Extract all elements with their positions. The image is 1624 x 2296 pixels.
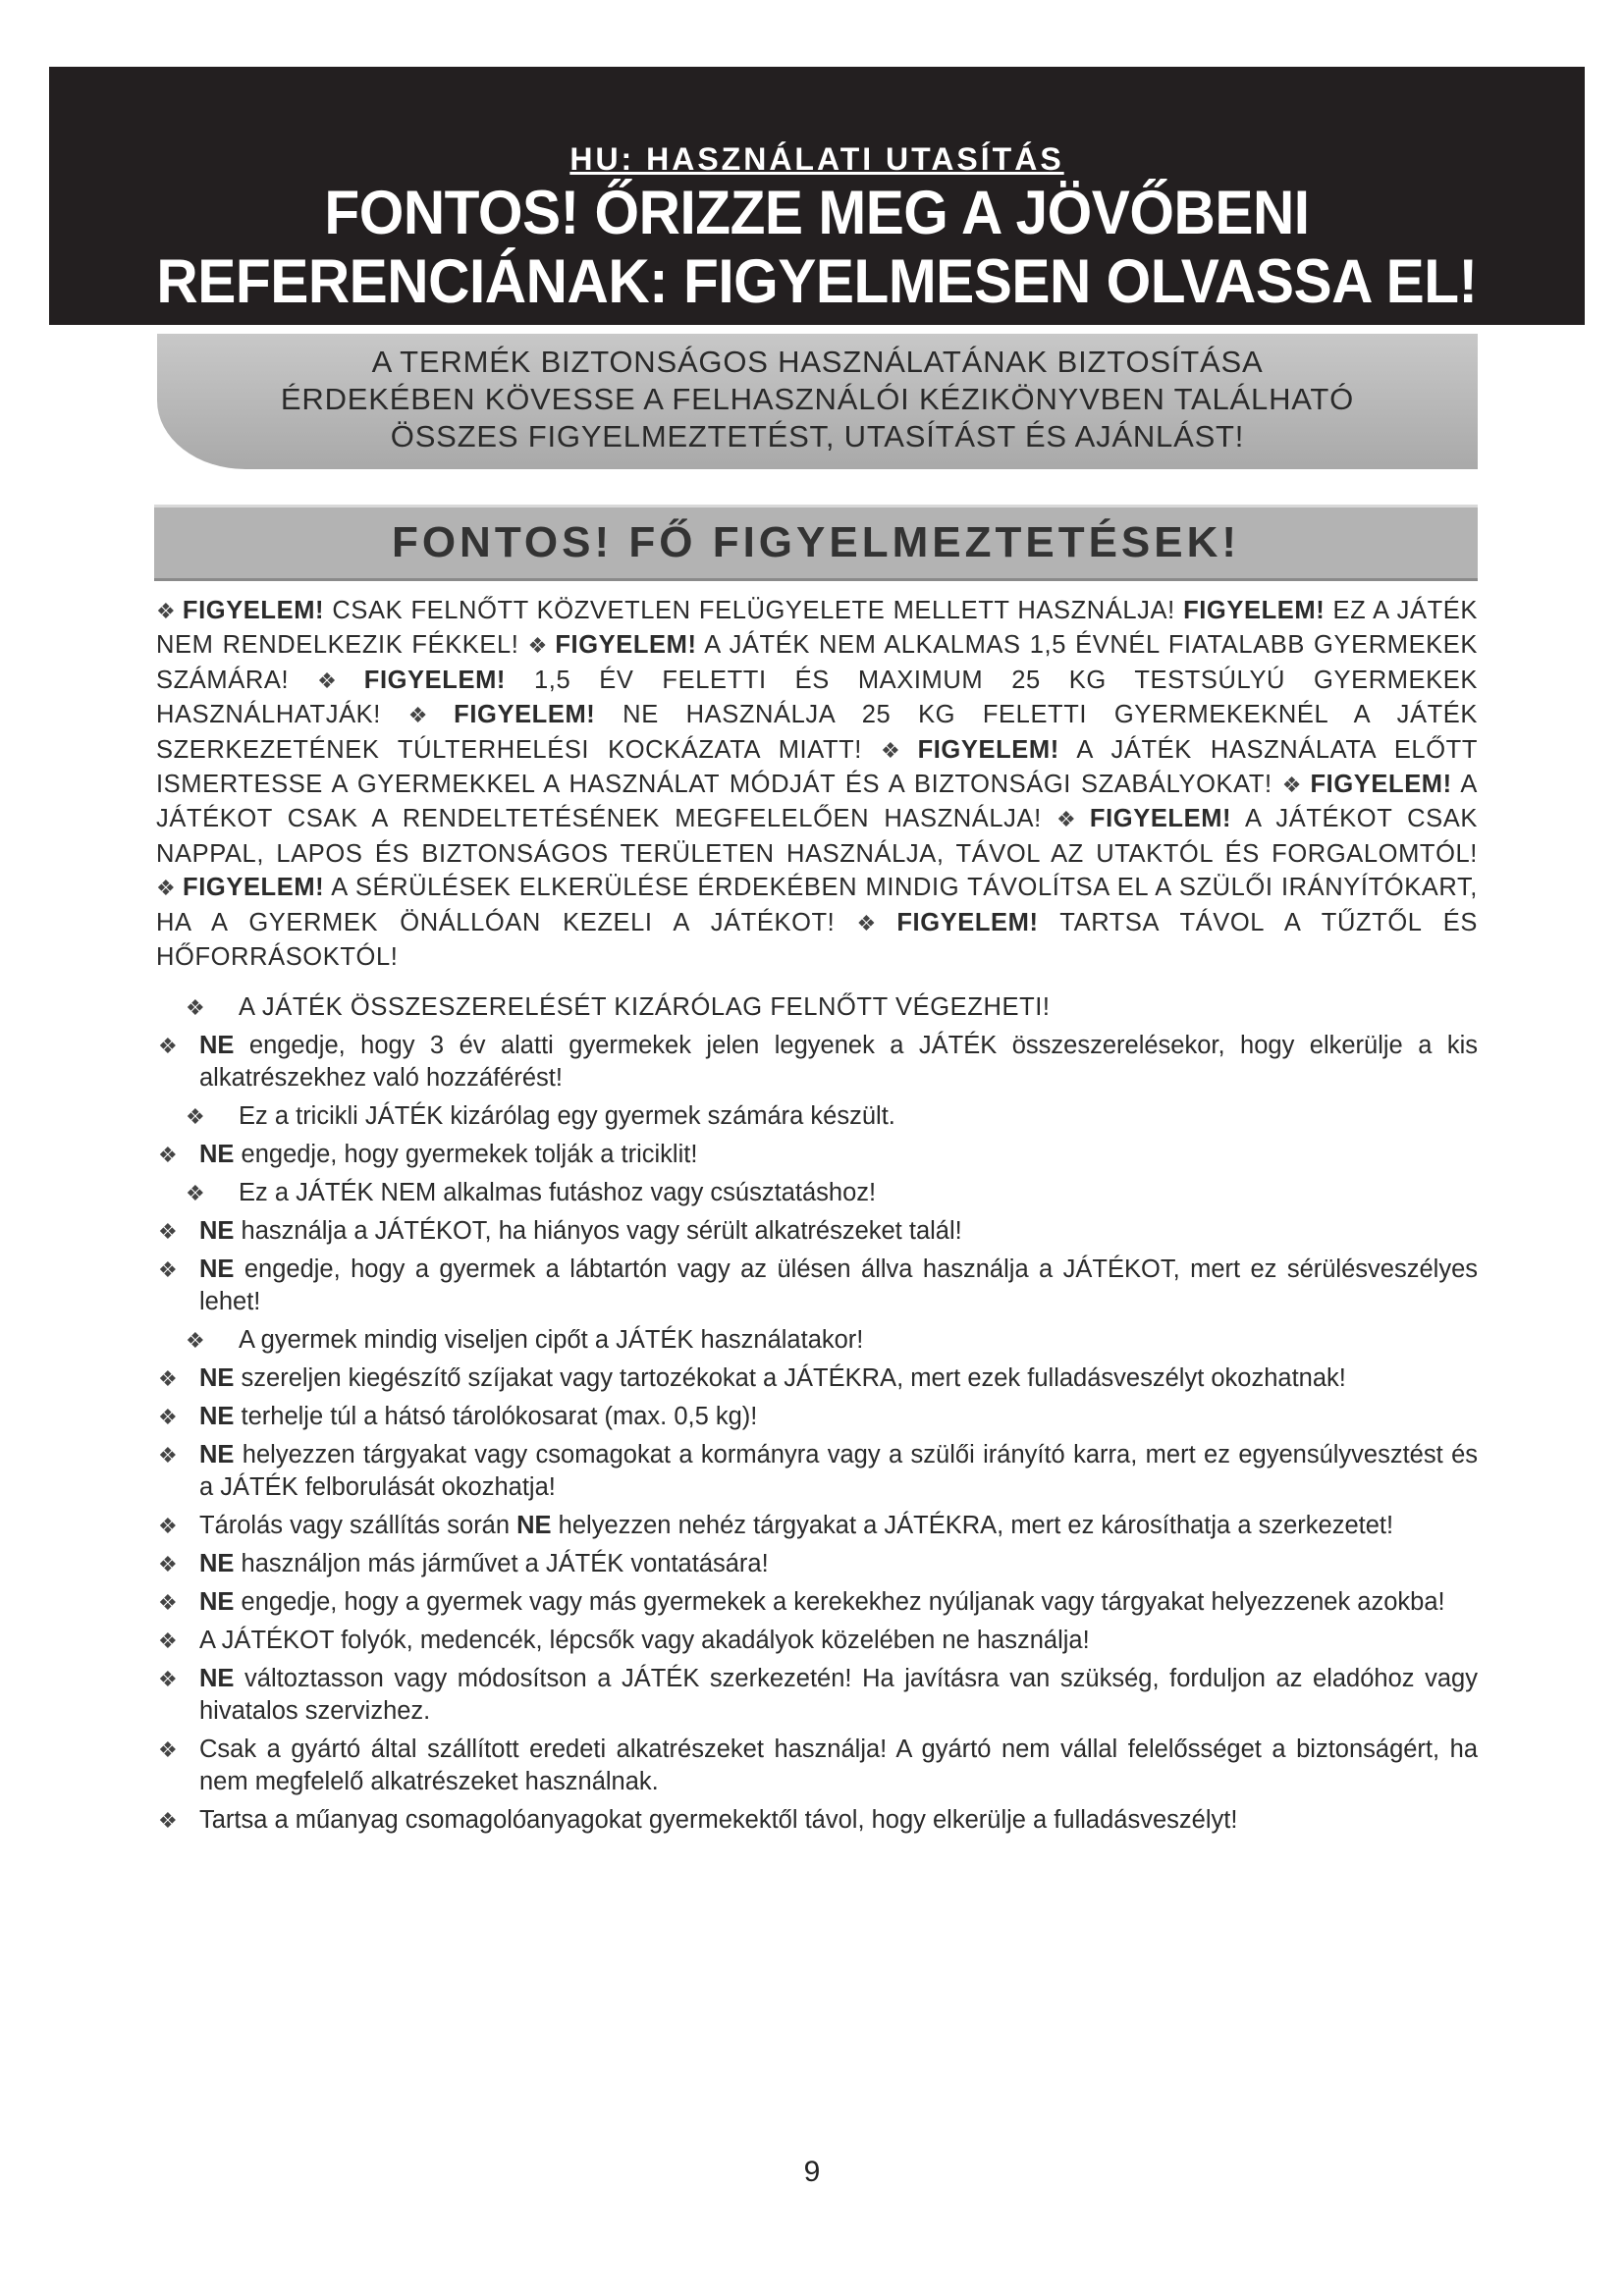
diamond-bullet-icon: ❖ <box>158 1590 178 1615</box>
diamond-bullet-icon: ❖ <box>158 1808 178 1833</box>
notice-line-1: A TERMÉK BIZTONSÁGOS HASZNÁLATÁNAK BIZTOSÍTÁSA <box>371 345 1264 379</box>
list-item: ❖ NE használjon más járművet a JÁTÉK vontatására! <box>152 1548 1478 1580</box>
warnings-paragraph: ❖ FIGYELEM! CSAK FELNŐTT KÖZVETLEN FELÜGYELETE MELLETT HASZNÁLJA! FIGYELEM! EZ A JÁTÉK NEM RENDELKEZIK FÉKKEL! ❖ FIGYELEM! A JÁTÉK NEM ALKALMAS 1,5 ÉVNÉL FIATALABB GYERMEKEK SZÁMÁRA! ❖ FIGYELEM! 1,5 ÉV FELETTI ÉS MAXIMUM 25 KG TESTSÚLYÚ GYERMEKEK HASZNÁLHATJÁK! ❖ FIGYELEM! NE HASZNÁLJA 25 KG FELETTI GYERMEKEKNÉL A JÁTÉK SZERKEZETÉNEK TÚLTERHELÉSI KOCKÁZATA MIATT! ❖ FIGYELEM! A JÁTÉK HASZNÁLATA ELŐTT ISMERTESSE A GYERMEKKEL A HASZNÁLAT MÓDJÁT ÉS A BIZTONSÁGI SZABÁLYOKAT! ❖ FIGYELEM! A JÁTÉKOT CSAK A RENDELTETÉSÉNEK MEGFELELŐEN HASZNÁLJA! ❖ FIGYELEM! A JÁTÉKOT CSAK NAPPAL, LAPOS ÉS BIZTONSÁGOS TERÜLETEN HASZNÁLJA, TÁVOL AZ UTAKTÓL ÉS FORGALOMTÓL! ❖ FIGYELEM! A SÉRÜLÉSEK ELKERÜLÉSE ÉRDEKÉBEN MINDIG TÁVOLÍTSA EL A SZÜLŐI IRÁNYÍTÓKART, HA A GYERMEK ÖNÁLLÓAN KEZELI A JÁTÉKOT! ❖ FIGYELEM! TARTSA TÁVOL A TŰZTŐL ÉS HŐFORRÁSOKTÓL! <box>156 597 1479 972</box>
diamond-bullet-icon: ❖ <box>158 1366 178 1391</box>
diamond-bullet-icon: ❖ <box>158 1552 178 1576</box>
list-item: ❖ Tartsa a műanyag csomagolóanyagokat gyermekektől távol, hogy elkerülje a fulladásveszélyt! <box>152 1804 1478 1837</box>
list-item: ❖ NE helyezzen tárgyakat vagy csomagokat a kormányra vagy a szülői irányító karra, mert ez egyensúlyvesztést és a JÁTÉK felborulását okozhatja! <box>158 1441 1478 1501</box>
list-item: ❖ NE változtasson vagy módosítson a JÁTÉK szerkezetén! Ha javításra van szükség, forduljon az eladóhoz vagy hivatalos szervizhez. <box>158 1665 1478 1725</box>
diamond-bullet-icon: ❖ <box>156 876 178 901</box>
notice-line-2: ÉRDEKÉBEN KÖVESSE A FELHASZNÁLÓI KÉZIKÖNYVBEN TALÁLHATÓ <box>280 382 1355 416</box>
list-item: ❖ A JÁTÉKOT folyók, medencék, lépcsők vagy akadályok közelében ne használja! <box>152 1625 1478 1657</box>
diamond-bullet-icon: ❖ <box>158 1514 178 1538</box>
list-item: ❖ A JÁTÉK ÖSSZESZERELÉSÉT KIZÁRÓLAG FELNŐTT VÉGEZHETI! <box>152 991 1478 1024</box>
language-title: HU: HASZNÁLATI UTASÍTÁS <box>569 141 1064 177</box>
diamond-bullet-icon: ❖ <box>527 633 550 659</box>
diamond-bullet-icon: ❖ <box>186 1181 205 1205</box>
diamond-bullet-icon: ❖ <box>317 667 358 693</box>
list-item: ❖ NE engedje, hogy a gyermek vagy más gyermekek a kerekekhez nyúljanak vagy tárgyakat helyezzenek azokba! <box>152 1586 1478 1619</box>
list-item: ❖ NE engedje, hogy gyermekek tolják a triciklit! <box>152 1139 1478 1171</box>
page-number: 9 <box>803 2156 821 2188</box>
list-item: ❖ NE terhelje túl a hátsó tárolókosarat (max. 0,5 kg)! <box>152 1401 1478 1433</box>
list-item: ❖ A gyermek mindig viseljen cipőt a JÁTÉK használatakor! <box>152 1324 1478 1357</box>
diamond-bullet-icon: ❖ <box>1281 773 1305 798</box>
notice-line-3: ÖSSZES FIGYELMEZTETÉST, UTASÍTÁST ÉS AJÁNLÁST! <box>390 419 1245 454</box>
diamond-bullet-icon: ❖ <box>156 599 177 623</box>
diamond-bullet-icon: ❖ <box>186 1328 205 1353</box>
list-item: ❖ Ez a JÁTÉK NEM alkalmas futáshoz vagy csúsztatáshoz! <box>152 1177 1478 1209</box>
diamond-bullet-icon: ❖ <box>158 1219 178 1244</box>
diamond-bullet-icon: ❖ <box>158 1143 178 1167</box>
diamond-bullet-icon: ❖ <box>880 737 912 763</box>
diamond-bullet-icon: ❖ <box>186 995 206 1020</box>
diamond-bullet-icon: ❖ <box>158 1034 178 1058</box>
diamond-bullet-icon: ❖ <box>158 1737 178 1762</box>
list-item: ❖ Ez a tricikli JÁTÉK kizárólag egy gyermek számára készült. <box>152 1100 1478 1133</box>
diamond-bullet-icon: ❖ <box>158 1667 178 1691</box>
list-item: ❖ NE szereljen kiegészítő szíjakat vagy tartozékokat a JÁTÉKRA, mert ezek fulladásveszélyt okozhatnak! <box>152 1362 1478 1395</box>
list-item: ❖ NE használja a JÁTÉKOT, ha hiányos vagy sérült alkatrészeket talál! <box>152 1215 1478 1248</box>
list-item: ❖ Csak a gyártó által szállított eredeti alkatrészeket használja! A gyártó nem vállal felelősséget a biztonságért, ha nem megfelelő alkatrészeket használnak. <box>158 1735 1478 1795</box>
diamond-bullet-icon: ❖ <box>158 1443 178 1468</box>
diamond-bullet-icon: ❖ <box>1056 807 1084 832</box>
list-item: ❖ NE engedje, hogy a gyermek a lábtartón vagy az ülésen állva használja a JÁTÉKOT, mert ez sérülésveszélyes lehet! <box>158 1255 1478 1315</box>
diamond-bullet-icon: ❖ <box>407 703 449 728</box>
diamond-bullet-icon: ❖ <box>158 1629 178 1653</box>
headline-line-1: FONTOS! ŐRIZZE MEG A JÖVŐBENI <box>324 179 1310 247</box>
diamond-bullet-icon: ❖ <box>186 1104 205 1129</box>
diamond-bullet-icon: ❖ <box>856 910 892 935</box>
list-item: ❖ NE engedje, hogy 3 év alatti gyermekek jelen legyenek a JÁTÉK összeszerelésekor, hogy elkerülje a kis alkatrészekhez való hozzáférést! <box>158 1032 1478 1092</box>
diamond-bullet-icon: ❖ <box>158 1405 178 1429</box>
instruction-list <box>152 991 1478 1842</box>
diamond-bullet-icon: ❖ <box>158 1257 178 1282</box>
safety-notice-box <box>157 334 1478 469</box>
headline-line-2: REFERENCIÁNAK: FIGYELMESEN OLVASSA EL! <box>156 247 1478 316</box>
section-title: FONTOS! FŐ FIGYELMEZTETÉSEK! <box>154 505 1478 581</box>
list-item: ❖ Tárolás vagy szállítás során NE helyezzen nehéz tárgyakat a JÁTÉKRA, mert ez károsíthatja a szerkezetet! <box>152 1510 1478 1542</box>
header-banner <box>49 67 1585 325</box>
